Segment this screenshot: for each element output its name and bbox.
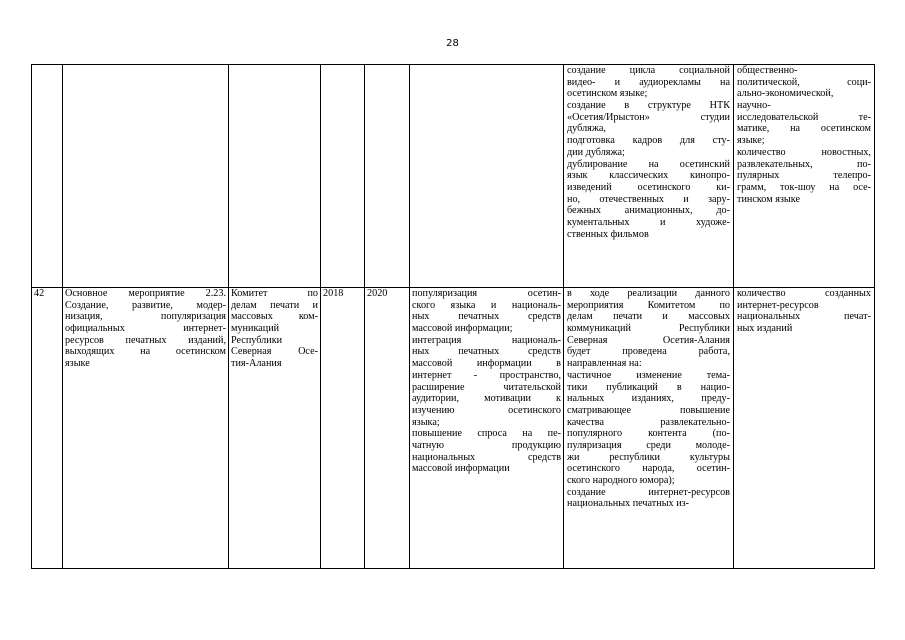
text-line: коммуникаций Республики — [567, 323, 730, 335]
cell-measure — [63, 288, 229, 569]
text-line: нальных изданиях, преду- — [567, 393, 730, 405]
text-line: массовой информации; — [412, 323, 513, 335]
cell-executor — [229, 65, 321, 288]
text-line: количество созданных — [737, 288, 871, 299]
cell-year-end — [365, 288, 410, 569]
text-line: интернет - пространство, — [412, 369, 561, 381]
measures-table — [31, 64, 875, 569]
text-line: Северная Осе- — [231, 346, 318, 358]
text-line: направленная на: — [567, 358, 642, 370]
row-number: 42 — [34, 288, 45, 299]
text-line: матике, на осетинском — [737, 123, 871, 135]
text-line: делам печати и массовых — [567, 311, 730, 323]
text-line: научно- — [737, 100, 771, 112]
text-line: Комитет по — [231, 288, 318, 299]
text-line: официальных интернет- — [65, 323, 226, 335]
text-line: популярного контента (по- — [567, 428, 730, 440]
cell-year-start — [321, 65, 365, 288]
text-line: повышение спроса на пе- — [412, 428, 561, 440]
row1-col8-text — [737, 65, 871, 205]
text-line: ных печатных средств — [412, 346, 561, 358]
text-line: ных печатных средств — [412, 311, 561, 323]
cell-year-start — [321, 288, 365, 569]
executor-text — [231, 288, 318, 370]
text-line: ресурсов печатных изданий, — [65, 334, 226, 346]
text-line: пуляризация среди молоде- — [567, 439, 730, 451]
text-line: изучению осетинского — [412, 404, 561, 416]
cell-description — [564, 65, 734, 288]
text-line: кументальных и художе- — [567, 216, 730, 228]
text-line: популяризация осетин- — [412, 288, 561, 299]
text-line: количество новостных, — [737, 146, 871, 158]
cell-number — [32, 65, 63, 288]
text-line: мероприятия Комитетом по — [567, 299, 730, 311]
text-line: общественно- — [737, 65, 798, 76]
text-line: языка; — [412, 416, 440, 428]
text-line: расширение читательской — [412, 381, 561, 393]
cell-indicators — [734, 288, 875, 569]
text-line: жи республики культуры — [567, 451, 730, 463]
text-line: выходящих на осетинском — [65, 346, 226, 358]
row1-col7-text — [567, 65, 730, 240]
text-line: изведений осетинского ки- — [567, 181, 730, 193]
year-start: 2018 — [323, 288, 344, 299]
text-line: создание в структуре НТК — [567, 100, 730, 112]
text-line: но, отечественных и зару- — [567, 193, 730, 205]
text-line: подготовка кадров для сту- — [567, 135, 730, 147]
text-line: грамм, ток-шоу на осе- — [737, 181, 871, 193]
text-line: политической, соци- — [737, 76, 871, 88]
text-line: осетинском языке; — [567, 88, 648, 100]
page-number: 28 — [446, 38, 459, 49]
indicators-text — [737, 288, 871, 335]
text-line: качества развлекательно- — [567, 416, 730, 428]
text-line: национальных печатных из- — [567, 498, 690, 510]
text-line: развлекательных, по- — [737, 158, 871, 170]
text-line: «Осетия/Ирыстон» студии — [567, 111, 730, 123]
expected-result-text — [412, 288, 561, 475]
text-line: тинском языке — [737, 193, 800, 205]
text-line: дублирование на осетинский — [567, 158, 730, 170]
text-line: создание интернет-ресурсов — [567, 486, 730, 498]
text-line: интернет-ресурсов — [737, 299, 819, 311]
text-line: Северная Осетия-Алания — [567, 334, 730, 346]
text-line: создание цикла социальной — [567, 65, 730, 76]
text-line: в ходе реализации данного — [567, 288, 730, 299]
text-line: пулярных телепро- — [737, 170, 871, 182]
cell-year-end — [365, 65, 410, 288]
text-line: исследовательской те- — [737, 111, 871, 123]
text-line: ственных фильмов — [567, 228, 649, 240]
text-line: сматривающее повышение — [567, 404, 730, 416]
text-line: массовой информации — [412, 463, 510, 475]
text-line: ского языка и националь- — [412, 299, 561, 311]
text-line: ных изданий — [737, 323, 793, 335]
text-line: Создание, развитие, модер- — [65, 299, 226, 311]
text-line: интеграция националь- — [412, 334, 561, 346]
text-line: язык классических кинопро- — [567, 170, 730, 182]
text-line: дубляжа, — [567, 123, 606, 135]
text-line: национальных средств — [412, 451, 561, 463]
text-line: чатную продукцию — [412, 439, 561, 451]
text-line: тия-Алания — [231, 358, 282, 370]
text-line: Основное мероприятие 2.23. — [65, 288, 226, 299]
text-line: низация, популяризация — [65, 311, 226, 323]
cell-measure — [63, 65, 229, 288]
text-line: массовой информации в — [412, 358, 561, 370]
text-line: видео- и аудиорекламы на — [567, 76, 730, 88]
text-line: осетинского народа, осетин- — [567, 463, 730, 475]
description-text — [567, 288, 730, 510]
text-line: языке — [65, 358, 90, 370]
text-line: Республики — [231, 334, 283, 346]
text-line: муникаций — [231, 323, 280, 335]
cell-executor — [229, 288, 321, 569]
cell-expected-result — [410, 65, 564, 288]
cell-indicators — [734, 65, 875, 288]
text-line: будет проведена работа, — [567, 346, 730, 358]
text-line: тики публикаций в нацио- — [567, 381, 730, 393]
text-line: ского народного юмора); — [567, 475, 675, 487]
text-line: языке; — [737, 135, 765, 147]
text-line: делам печати и — [231, 299, 318, 311]
text-line: массовых ком- — [231, 311, 318, 323]
cell-number — [32, 288, 63, 569]
measure-title — [65, 288, 226, 370]
cell-description — [564, 288, 734, 569]
text-line: ально-экономической, — [737, 88, 834, 100]
table-row-42 — [32, 288, 875, 569]
text-line: бежных анимационных, до- — [567, 205, 730, 217]
text-line: аудитории, мотивации к — [412, 393, 561, 405]
table-row-continuation — [32, 65, 875, 288]
text-line: дии дубляжа; — [567, 146, 625, 158]
text-line: национальных печат- — [737, 311, 871, 323]
year-end: 2020 — [367, 288, 388, 299]
cell-expected-result — [410, 288, 564, 569]
text-line: частичное изменение тема- — [567, 369, 730, 381]
